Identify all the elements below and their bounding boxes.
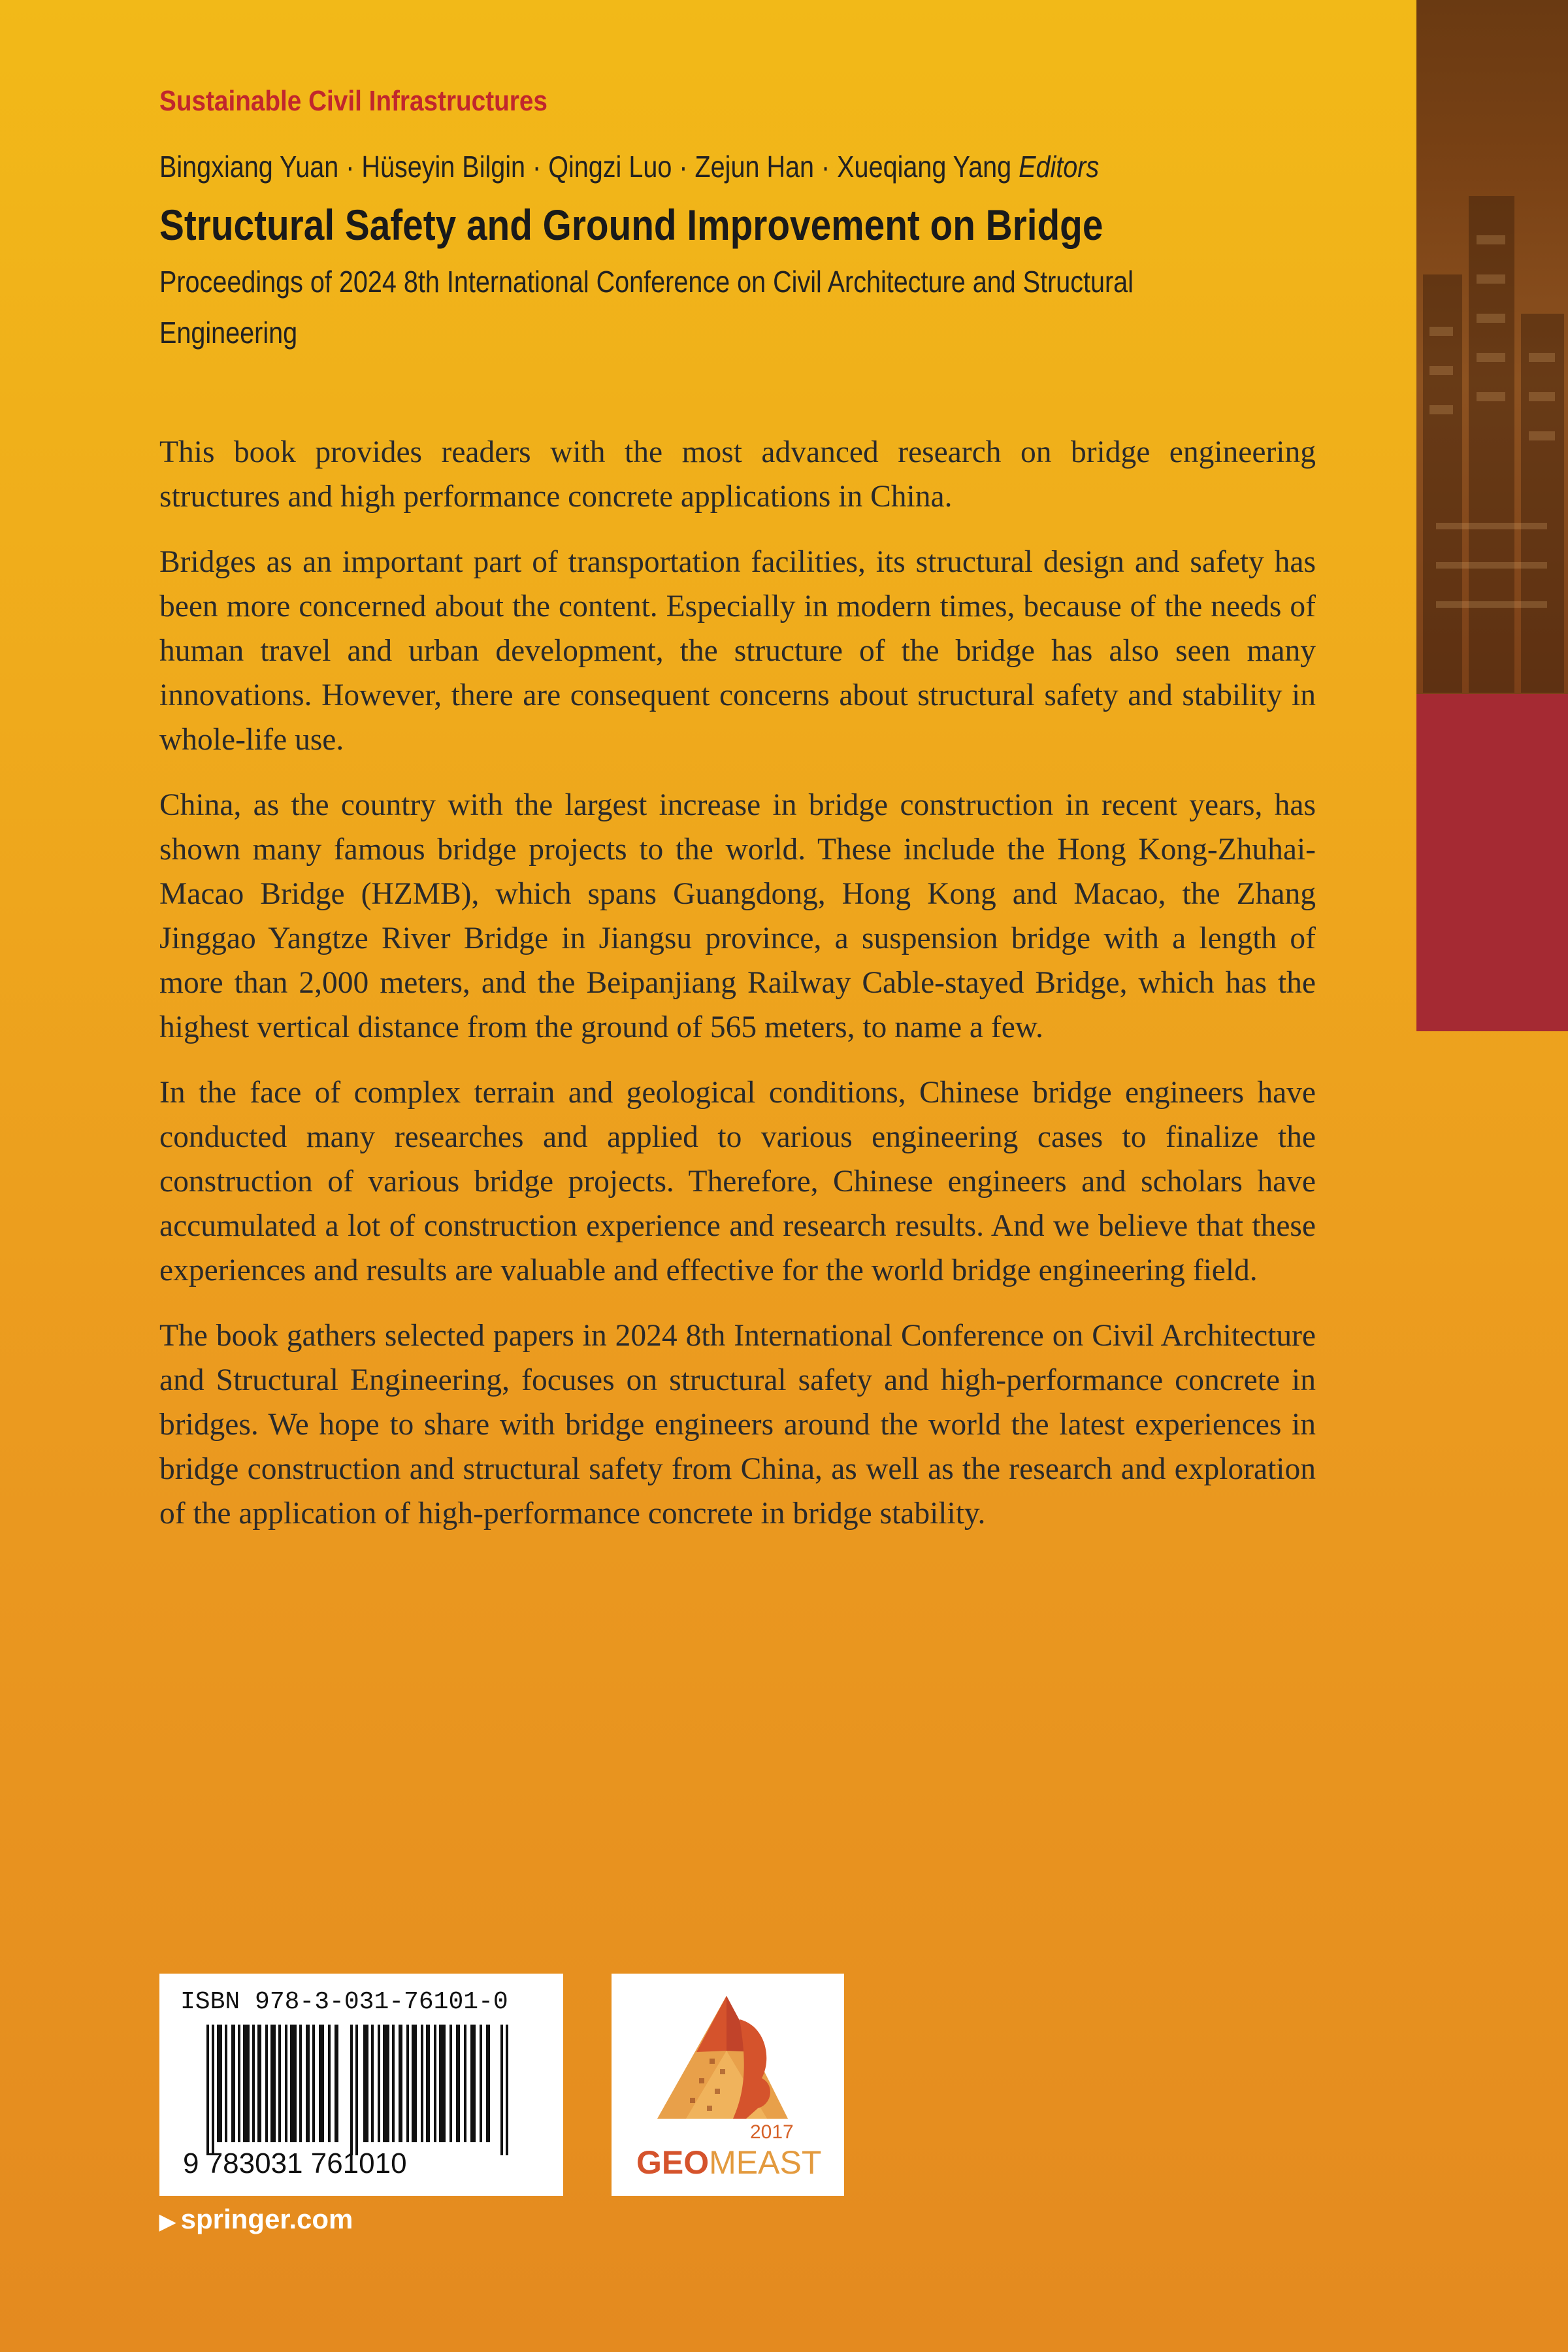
springer-link-text[interactable]: springer.com bbox=[180, 2204, 353, 2234]
isbn-barcode-box bbox=[159, 1974, 563, 2196]
logo-geo: GEO bbox=[636, 2144, 710, 2181]
blurb bbox=[159, 430, 1316, 1557]
logo-wordmark bbox=[636, 2144, 821, 2181]
book-title: Structural Safety and Ground Improvement on Bridge bbox=[159, 201, 1103, 249]
editor-names: Bingxiang Yuan · Hüseyin Bilgin · Qingzi Luo · Zejun Han · Xueqiang Yang bbox=[159, 150, 1012, 184]
barcode-digits: 9 783031 761010 bbox=[183, 2147, 407, 2179]
blurb-paragraph: The book gathers selected papers in 2024 8th International Conference on Civil Architecture and Structural Engineering, focuses on structural safety and high-performance concrete in bridges. We hope to share with bridge engineers around the world the latest experiences in bridge construction and structural safety from China, as well as the research and exploration of the application of high-performance concrete in bridge stability. bbox=[159, 1319, 1316, 1531]
blurb-paragraph: This book provides readers with the most advanced research on bridge engineering structures and high performance concrete applications in China. bbox=[159, 435, 1316, 514]
editors-role: Editors bbox=[1019, 150, 1100, 184]
isbn-label: ISBN 978-3-031-76101-0 bbox=[180, 1988, 508, 2016]
blurb-paragraph: China, as the country with the largest increase in bridge construction in recent years, has shown many famous bridge projects to the world. These include the Hong Kong-Zhuhai-Macao Bridge (HZMB), which spans Guangdong, Hong Kong and Macao, the Zhang Jinggao Yangtze River Bridge in Jiangsu province, a suspension bridge with a length of more than 2,000 meters, and the Beipanjiang Railway Cable-stayed Bridge, which has the highest vertical distance from the ground of 565 meters, to name a few. bbox=[159, 788, 1316, 1044]
blurb-paragraph: In the face of complex terrain and geological conditions, Chinese bridge engineers have conducted many researches and applied to various engineering cases to finalize the construction of various bridge projects. Therefore, Chinese engineers and scholars have accumulated a lot of construction experience and research results. And we believe that these experiences and results are valuable and effective for the world bridge engineering field. bbox=[159, 1076, 1316, 1287]
pyramid-logo-icon bbox=[612, 1974, 844, 2130]
logo-meast: MEAST bbox=[709, 2144, 822, 2181]
red-band bbox=[1416, 694, 1568, 1031]
book-subtitle: Proceedings of 2024 8th International Conference on Civil Architecture and Structural Engineering bbox=[159, 265, 1134, 350]
springer-link[interactable] bbox=[159, 2204, 353, 2235]
barcode-icon bbox=[206, 2025, 520, 2155]
cover-side-strip bbox=[1416, 0, 1568, 1031]
blurb-paragraph: Bridges as an important part of transportation facilities, its structural design and safety has been more concerned about the content. Especially in modern times, because of the needs of human travel and urban development, the structure of the bridge has also seen many innovations. However, there are consequent concerns about structural safety and stability in whole-life use. bbox=[159, 545, 1316, 757]
city-photo bbox=[1416, 0, 1568, 694]
arrow-right-icon: ▶ bbox=[159, 2210, 176, 2233]
geomeast-logo bbox=[612, 1974, 844, 2196]
editors-line bbox=[159, 149, 1099, 184]
series-title: Sustainable Civil Infrastructures bbox=[159, 85, 547, 117]
logo-year: 2017 bbox=[750, 2121, 794, 2143]
